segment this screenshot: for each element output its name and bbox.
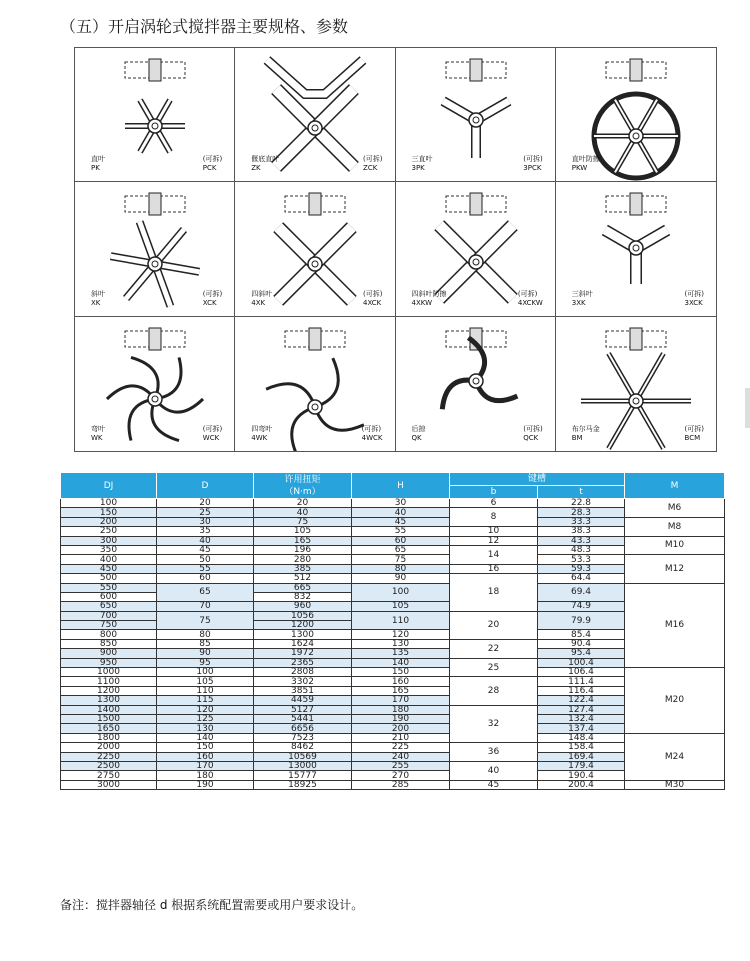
cell-t: 64.4 xyxy=(538,574,625,583)
cell-torque: 8462 xyxy=(254,743,352,752)
diagram-type-label: 直叶 PK xyxy=(91,155,105,173)
diagram-removable-label: (可拆) 3PCK xyxy=(523,155,543,173)
cell-dj: 600 xyxy=(61,592,157,601)
diagram-removable-label: (可拆) 4XCKW xyxy=(517,289,543,307)
cell-torque: 1972 xyxy=(254,649,352,658)
cell-h: 105 xyxy=(352,602,450,611)
diagram-type-label: 四弯叶 4WK xyxy=(251,424,273,442)
cell-torque: 10569 xyxy=(254,752,352,761)
cell-d: 160 xyxy=(157,752,254,761)
cell-torque: 6656 xyxy=(254,724,352,733)
cell-d: 65 xyxy=(157,583,254,602)
cell-b: 28 xyxy=(450,677,538,705)
cell-t: 85.4 xyxy=(538,630,625,639)
col-keyway: 键槽 xyxy=(450,473,625,486)
cell-torque: 2808 xyxy=(254,668,352,677)
cell-d: 190 xyxy=(157,780,254,789)
cell-t: 38.3 xyxy=(538,527,625,536)
cell-d: 50 xyxy=(157,555,254,564)
cell-torque: 1200 xyxy=(254,621,352,630)
cell-torque: 832 xyxy=(254,592,352,601)
cell-d: 130 xyxy=(157,724,254,733)
diagram-cell xyxy=(235,182,395,316)
cell-torque: 385 xyxy=(254,564,352,573)
cell-dj: 1100 xyxy=(61,677,157,686)
cell-d: 115 xyxy=(157,696,254,705)
cell-dj: 550 xyxy=(61,583,157,592)
cell-torque: 665 xyxy=(254,583,352,592)
cell-t: 190.4 xyxy=(538,771,625,780)
cell-t: 122.4 xyxy=(538,696,625,705)
cell-h: 140 xyxy=(352,658,450,667)
cell-d: 125 xyxy=(157,714,254,723)
diagram-removable-label: (可拆) BCM xyxy=(684,424,704,442)
cell-b: 12 xyxy=(450,536,538,545)
cell-dj: 900 xyxy=(61,649,157,658)
cell-dj: 650 xyxy=(61,602,157,611)
cell-d: 25 xyxy=(157,508,254,517)
diagram-cell xyxy=(556,182,716,316)
cell-torque: 105 xyxy=(254,527,352,536)
cell-h: 90 xyxy=(352,574,450,583)
cell-d: 85 xyxy=(157,639,254,648)
cell-dj: 3000 xyxy=(61,780,157,789)
cell-t: 22.8 xyxy=(538,499,625,508)
cell-m: M16 xyxy=(625,583,725,668)
cell-d: 120 xyxy=(157,705,254,714)
cell-t: 79.9 xyxy=(538,611,625,630)
col-dj: DJ xyxy=(61,473,157,499)
cell-d: 90 xyxy=(157,649,254,658)
cell-dj: 450 xyxy=(61,564,157,573)
cell-t: 43.3 xyxy=(538,536,625,545)
cell-dj: 500 xyxy=(61,574,157,583)
cell-h: 100 xyxy=(352,583,450,602)
table-row xyxy=(61,517,725,526)
diagram-cell xyxy=(235,48,395,182)
cell-h: 285 xyxy=(352,780,450,789)
cell-torque: 1624 xyxy=(254,639,352,648)
cell-d: 30 xyxy=(157,517,254,526)
diagram-removable-label: (可拆) QCK xyxy=(523,424,543,442)
cell-t: 158.4 xyxy=(538,743,625,752)
cell-t: 127.4 xyxy=(538,705,625,714)
cell-h: 40 xyxy=(352,508,450,517)
cell-dj: 2250 xyxy=(61,752,157,761)
cell-dj: 1400 xyxy=(61,705,157,714)
diagram-removable-label: (可拆) 4XCK xyxy=(363,289,383,307)
cell-torque: 75 xyxy=(254,517,352,526)
cell-t: 95.4 xyxy=(538,649,625,658)
cell-dj: 950 xyxy=(61,658,157,667)
diagram-type-label: 三斜叶 3XK xyxy=(571,289,593,307)
cell-h: 135 xyxy=(352,649,450,658)
cell-t: 33.3 xyxy=(538,517,625,526)
cell-dj: 2000 xyxy=(61,743,157,752)
cell-b: 25 xyxy=(450,658,538,677)
cell-h: 150 xyxy=(352,668,450,677)
cell-b: 10 xyxy=(450,527,538,536)
diagram-cell xyxy=(75,317,235,451)
cell-torque: 5441 xyxy=(254,714,352,723)
cell-h: 55 xyxy=(352,527,450,536)
cell-b: 14 xyxy=(450,545,538,564)
cell-dj: 2750 xyxy=(61,771,157,780)
cell-h: 60 xyxy=(352,536,450,545)
diagram-type-label: 三直叶 3PK xyxy=(411,155,433,173)
table-row xyxy=(61,555,725,564)
cell-dj: 150 xyxy=(61,508,157,517)
cell-dj: 1200 xyxy=(61,686,157,695)
page-edge-tab xyxy=(745,388,750,428)
cell-m: M20 xyxy=(625,668,725,734)
cell-b: 22 xyxy=(450,639,538,658)
cell-t: 111.4 xyxy=(538,677,625,686)
cell-b: 40 xyxy=(450,761,538,780)
cell-m: M10 xyxy=(625,536,725,555)
cell-torque: 196 xyxy=(254,545,352,554)
diagram-cell xyxy=(396,48,556,182)
cell-dj: 800 xyxy=(61,630,157,639)
cell-dj: 2500 xyxy=(61,761,157,770)
table-row xyxy=(61,583,725,592)
cell-dj: 1300 xyxy=(61,696,157,705)
cell-d: 70 xyxy=(157,602,254,611)
cell-t: 116.4 xyxy=(538,686,625,695)
cell-torque: 1300 xyxy=(254,630,352,639)
cell-torque: 5127 xyxy=(254,705,352,714)
cell-torque: 3302 xyxy=(254,677,352,686)
cell-m: M8 xyxy=(625,517,725,536)
cell-d: 35 xyxy=(157,527,254,536)
cell-dj: 1650 xyxy=(61,724,157,733)
col-h: H xyxy=(352,473,450,499)
diagram-type-label: 直叶防擦 PKW xyxy=(571,155,600,173)
diagram-cell xyxy=(75,48,235,182)
cell-b: 32 xyxy=(450,705,538,743)
table-row xyxy=(61,499,725,508)
spec-table xyxy=(60,472,725,790)
cell-t: 137.4 xyxy=(538,724,625,733)
cell-t: 100.4 xyxy=(538,658,625,667)
cell-t: 132.4 xyxy=(538,714,625,723)
cell-d: 80 xyxy=(157,630,254,639)
cell-torque: 13000 xyxy=(254,761,352,770)
cell-d: 150 xyxy=(157,743,254,752)
cell-d: 60 xyxy=(157,574,254,583)
cell-t: 53.3 xyxy=(538,555,625,564)
cell-h: 270 xyxy=(352,771,450,780)
cell-b: 6 xyxy=(450,499,538,508)
cell-dj: 700 xyxy=(61,611,157,620)
cell-d: 105 xyxy=(157,677,254,686)
diagram-type-label: 后掠 QK xyxy=(411,424,426,442)
diagram-cell xyxy=(556,48,716,182)
cell-b: 36 xyxy=(450,743,538,762)
cell-h: 165 xyxy=(352,686,450,695)
cell-d: 75 xyxy=(157,611,254,630)
cell-dj: 250 xyxy=(61,527,157,536)
col-d: D xyxy=(157,473,254,499)
cell-m: M12 xyxy=(625,555,725,583)
cell-h: 120 xyxy=(352,630,450,639)
cell-dj: 1000 xyxy=(61,668,157,677)
cell-t: 74.9 xyxy=(538,602,625,611)
cell-h: 30 xyxy=(352,499,450,508)
cell-d: 55 xyxy=(157,564,254,573)
col-m: M xyxy=(625,473,725,499)
cell-d: 20 xyxy=(157,499,254,508)
cell-h: 80 xyxy=(352,564,450,573)
cell-torque: 1056 xyxy=(254,611,352,620)
cell-dj: 100 xyxy=(61,499,157,508)
diagram-type-label: 弯叶 WK xyxy=(91,424,105,442)
cell-b: 16 xyxy=(450,564,538,573)
col-t: t xyxy=(538,486,625,499)
cell-t: 69.4 xyxy=(538,583,625,602)
cell-dj: 200 xyxy=(61,517,157,526)
cell-h: 110 xyxy=(352,611,450,630)
cell-torque: 20 xyxy=(254,499,352,508)
cell-b: 8 xyxy=(450,508,538,527)
cell-h: 200 xyxy=(352,724,450,733)
table-row xyxy=(61,536,725,545)
cell-d: 95 xyxy=(157,658,254,667)
cell-torque: 4459 xyxy=(254,696,352,705)
cell-d: 40 xyxy=(157,536,254,545)
cell-h: 130 xyxy=(352,639,450,648)
agitator-diagram-grid xyxy=(74,47,717,452)
cell-b: 45 xyxy=(450,780,538,789)
diagram-cell xyxy=(396,317,556,451)
cell-t: 148.4 xyxy=(538,733,625,742)
cell-torque: 18925 xyxy=(254,780,352,789)
diagram-type-label: 四斜叶 4XK xyxy=(251,289,273,307)
diagram-removable-label: (可拆) PCK xyxy=(202,155,223,173)
cell-m: M24 xyxy=(625,733,725,780)
cell-d: 45 xyxy=(157,545,254,554)
footnote: 备注：搅拌器轴径 d 根据系统配置需要或用户要求设计。 xyxy=(60,898,364,912)
cell-dj: 350 xyxy=(61,545,157,554)
cell-m: M30 xyxy=(625,780,725,789)
cell-torque: 512 xyxy=(254,574,352,583)
diagram-type-label: 四斜叶防擦 4XKW xyxy=(411,289,447,307)
cell-torque: 960 xyxy=(254,602,352,611)
cell-b: 18 xyxy=(450,574,538,612)
cell-torque: 7523 xyxy=(254,733,352,742)
cell-dj: 1500 xyxy=(61,714,157,723)
cell-t: 106.4 xyxy=(538,668,625,677)
table-row xyxy=(61,780,725,789)
cell-t: 48.3 xyxy=(538,545,625,554)
diagram-type-label: 斜叶 XK xyxy=(91,289,105,307)
cell-torque: 3851 xyxy=(254,686,352,695)
cell-h: 225 xyxy=(352,743,450,752)
diagram-removable-label: (可拆) WCK xyxy=(202,424,223,442)
diagram-cell xyxy=(556,317,716,451)
cell-m: M6 xyxy=(625,499,725,518)
cell-torque: 280 xyxy=(254,555,352,564)
col-b: b xyxy=(450,486,538,499)
cell-h: 45 xyxy=(352,517,450,526)
cell-t: 200.4 xyxy=(538,780,625,789)
cell-h: 210 xyxy=(352,733,450,742)
diagram-removable-label: (可拆) ZCK xyxy=(363,155,383,173)
cell-dj: 850 xyxy=(61,639,157,648)
diagram-type-label: 布尔马金 BM xyxy=(571,424,600,442)
page-title: （五）开启涡轮式搅拌器主要规格、参数 xyxy=(60,17,349,36)
col-torque: 许用扭矩 （N·m） xyxy=(254,473,352,499)
cell-h: 190 xyxy=(352,714,450,723)
diagram-removable-label: (可拆) XCK xyxy=(202,289,223,307)
cell-d: 100 xyxy=(157,668,254,677)
cell-t: 90.4 xyxy=(538,639,625,648)
cell-h: 240 xyxy=(352,752,450,761)
cell-h: 160 xyxy=(352,677,450,686)
table-row xyxy=(61,668,725,677)
diagram-removable-label: (可拆) 4WCK xyxy=(361,424,383,442)
cell-t: 28.3 xyxy=(538,508,625,517)
cell-d: 180 xyxy=(157,771,254,780)
diagram-cell xyxy=(235,317,395,451)
cell-h: 170 xyxy=(352,696,450,705)
cell-h: 255 xyxy=(352,761,450,770)
cell-h: 180 xyxy=(352,705,450,714)
cell-dj: 300 xyxy=(61,536,157,545)
cell-dj: 1800 xyxy=(61,733,157,742)
cell-t: 59.3 xyxy=(538,564,625,573)
cell-b: 20 xyxy=(450,611,538,639)
diagram-cell xyxy=(396,182,556,316)
cell-torque: 15777 xyxy=(254,771,352,780)
cell-d: 170 xyxy=(157,761,254,770)
diagram-type-label: 偃底直叶 ZK xyxy=(251,155,280,173)
cell-h: 65 xyxy=(352,545,450,554)
cell-d: 110 xyxy=(157,686,254,695)
cell-h: 75 xyxy=(352,555,450,564)
cell-dj: 400 xyxy=(61,555,157,564)
table-row xyxy=(61,733,725,742)
cell-torque: 2365 xyxy=(254,658,352,667)
cell-t: 179.4 xyxy=(538,761,625,770)
cell-torque: 40 xyxy=(254,508,352,517)
cell-d: 140 xyxy=(157,733,254,742)
cell-t: 169.4 xyxy=(538,752,625,761)
cell-torque: 165 xyxy=(254,536,352,545)
cell-dj: 750 xyxy=(61,621,157,630)
diagram-removable-label: (可拆) 3XCK xyxy=(684,289,704,307)
diagram-cell xyxy=(75,182,235,316)
